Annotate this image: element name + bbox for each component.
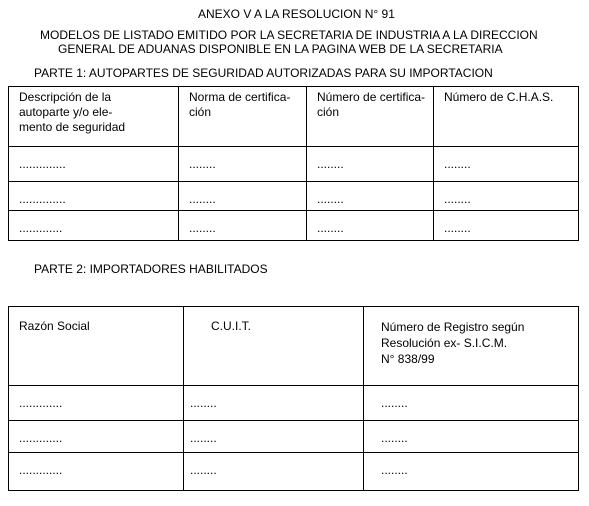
header-cell-numero-registro [364, 307, 579, 386]
table-cell: ........ [179, 211, 307, 241]
table-cell: ............. [9, 453, 184, 491]
part1-title: PARTE 1: AUTOPARTES DE SEGURIDAD AUTORIZADAS PARA SU IMPORTACION [34, 66, 493, 80]
table-cell: .............. [9, 147, 179, 182]
part2-table [8, 306, 579, 491]
header-cell-numero-certificacion [307, 87, 434, 147]
header-text: Norma de certifica- [189, 90, 291, 104]
table-cell: ........ [434, 182, 579, 211]
table-row [9, 421, 579, 453]
table-cell: ........ [434, 211, 579, 241]
header-text: Número de Registro según [381, 320, 525, 334]
table-cell: ........ [184, 453, 364, 491]
header-text: ción [317, 105, 340, 119]
table-row [9, 147, 579, 182]
table-row [9, 386, 579, 421]
table-cell: ........ [184, 421, 364, 453]
table-cell: ........ [434, 147, 579, 182]
table-cell: ........ [179, 147, 307, 182]
table-cell: .............. [9, 182, 179, 211]
annex-title: ANEXO V A LA RESOLUCION N° 91 [198, 7, 395, 21]
header-cell-chas [434, 87, 579, 147]
header-text: ción [189, 105, 212, 119]
header-text: Resolución ex- S.I.C.M. [381, 336, 508, 350]
table-cell: ........ [364, 421, 579, 453]
part2-title: PARTE 2: IMPORTADORES HABILITADOS [34, 262, 268, 276]
table-cell: ........ [364, 386, 579, 421]
header-cell-description [9, 87, 179, 147]
header-cell-razon-social [9, 307, 184, 386]
table-cell: ........ [307, 211, 434, 241]
header-text: autoparte y/o ele- [19, 105, 113, 119]
header-cell-norma [179, 87, 307, 147]
header-text: C.U.I.T. [211, 319, 252, 333]
table-cell: ........ [364, 453, 579, 491]
document-subtitle-line1: MODELOS DE LISTADO EMITIDO POR LA SECRETARIA DE INDUSTRIA A LA DIRECCION [40, 28, 538, 42]
table-cell: ............. [9, 211, 179, 241]
part1-table [8, 86, 579, 241]
header-text: mento de seguridad [19, 120, 126, 134]
table-cell: ............. [9, 421, 184, 453]
header-text: Número de C.H.A.S. [444, 90, 554, 104]
header-text: Descripción de la [19, 90, 112, 104]
table-row [9, 211, 579, 241]
table-header-row [9, 307, 579, 386]
header-cell-cuit [184, 307, 364, 386]
table-cell: ........ [179, 182, 307, 211]
table-cell: ........ [307, 182, 434, 211]
document-subtitle-line2: GENERAL DE ADUANAS DISPONIBLE EN LA PAGINA WEB DE LA SECRETARIA [58, 42, 503, 56]
table-cell: ............. [9, 386, 184, 421]
table-cell: ........ [307, 147, 434, 182]
header-text: N° 838/99 [381, 352, 435, 366]
table-header-row [9, 87, 579, 147]
table-row [9, 182, 579, 211]
header-text: Razón Social [19, 319, 90, 333]
header-text: Número de certifica- [317, 90, 426, 104]
table-row [9, 453, 579, 491]
table-cell: ........ [184, 386, 364, 421]
